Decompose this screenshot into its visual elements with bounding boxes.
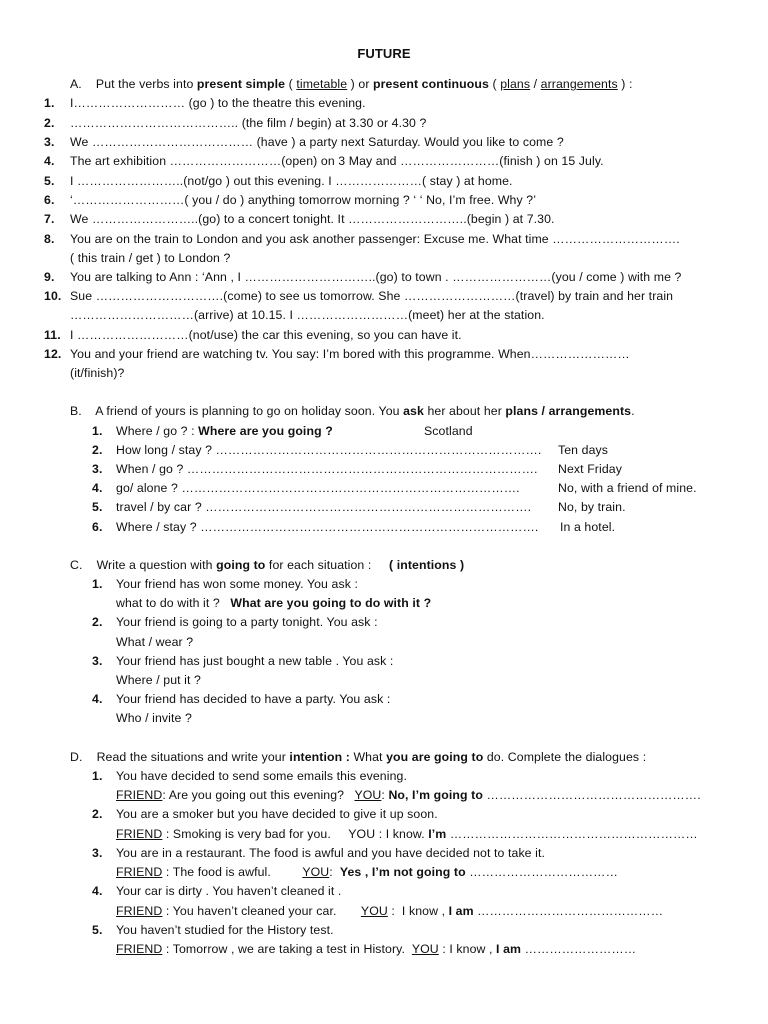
page-title: FUTURE bbox=[357, 46, 411, 61]
instr-text: ( bbox=[285, 77, 297, 91]
item-number: 1. bbox=[92, 769, 103, 783]
item-text: I ………………………(not/use) the car this evening, so you can have it. bbox=[70, 328, 462, 342]
instr-text: do. Complete the dialogues : bbox=[483, 750, 647, 764]
you-line-bold: I’m bbox=[428, 827, 447, 841]
instr-underline: arrangements bbox=[540, 77, 618, 91]
dialogue-line bbox=[116, 863, 618, 882]
instr-bold: going to bbox=[216, 558, 266, 572]
section-a-letter: A. bbox=[70, 77, 82, 91]
instr-text: . bbox=[631, 404, 635, 418]
question-prompt: Where / stay ? ………………………………………………………………………. bbox=[116, 520, 539, 534]
item-number: 3. bbox=[44, 135, 55, 149]
exercise-item bbox=[44, 287, 673, 306]
you-line: : bbox=[329, 865, 340, 879]
instr-bold: present simple bbox=[196, 77, 286, 91]
situation-text: Your friend has won some money. You ask : bbox=[116, 577, 358, 591]
instr-text: ( bbox=[488, 77, 501, 91]
friend-label: FRIEND bbox=[116, 865, 163, 879]
instr-text: / bbox=[530, 77, 541, 91]
dialogue-line bbox=[116, 902, 663, 921]
item-text: You and your friend are watching tv. You say: I’m bored with this programme. When…………………… bbox=[70, 347, 630, 361]
situation-item bbox=[92, 613, 378, 632]
you-line: : I know , bbox=[438, 942, 497, 956]
item-text: …………………………(arrive) at 10.15. I ………………………(meet) her at the station. bbox=[70, 308, 545, 322]
you-line-bold: I am bbox=[496, 942, 522, 956]
section-c-letter: C. bbox=[70, 558, 83, 572]
prompt-text: what to do with it ? bbox=[116, 596, 227, 610]
question-item bbox=[92, 422, 333, 441]
friend-line: : The food is awful. bbox=[162, 865, 303, 879]
answer-blank: …………………………………………………… bbox=[446, 827, 698, 841]
item-text: ………………………………….. (the film / begin) at 3.30 or 4.30 ? bbox=[70, 116, 427, 130]
situation-text: Your car is dirty . You haven’t cleaned it . bbox=[116, 884, 342, 898]
item-text: ( this train / get ) to London ? bbox=[70, 251, 231, 265]
you-label: YOU bbox=[348, 827, 376, 841]
item-number: 6. bbox=[92, 520, 103, 534]
exercise-item bbox=[44, 114, 426, 133]
instr-bold: ( intentions ) bbox=[389, 558, 465, 572]
friend-label: FRIEND bbox=[116, 904, 163, 918]
situation-item bbox=[92, 690, 390, 709]
exercise-item bbox=[44, 268, 681, 287]
question-prompt: Where / go ? : bbox=[116, 424, 199, 438]
you-line: : I know. bbox=[375, 827, 429, 841]
situation-text: You have decided to send some emails this evening. bbox=[116, 769, 407, 783]
item-number: 2. bbox=[92, 443, 103, 457]
question-prompt: go/ alone ? ………………………………………………………………………. bbox=[116, 481, 520, 495]
item-number: 11. bbox=[44, 328, 61, 342]
item-text: ‘………………………( you / do ) anything tomorrow morning ? ‘ ‘ No, I’m free. Why ?’ bbox=[70, 193, 537, 207]
item-text: We ……………………..(go) to a concert tonight. It ………………………..(begin ) at 7.30. bbox=[70, 212, 555, 226]
exercise-item bbox=[44, 210, 555, 229]
answer-text: No, by train. bbox=[558, 500, 626, 514]
item-text: I……………………… (go ) to the theatre this evening. bbox=[70, 96, 366, 110]
prompt-text: Who / invite ? bbox=[116, 711, 192, 725]
item-number: 8. bbox=[44, 232, 55, 246]
instr-text: Read the situations and write your bbox=[96, 750, 290, 764]
prompt-line bbox=[116, 671, 201, 690]
prompt-example: What are you going to do with it ? bbox=[226, 596, 432, 610]
exercise-item bbox=[44, 345, 630, 364]
you-label: YOU bbox=[411, 942, 439, 956]
you-line: : bbox=[381, 788, 389, 802]
item-number: 10. bbox=[44, 289, 62, 303]
item-text: (it/finish)? bbox=[70, 366, 125, 380]
situation-text: You are in a restaurant. The food is awful and you have decided not to take it. bbox=[116, 846, 546, 860]
section-d-instructions bbox=[70, 748, 646, 767]
prompt-line bbox=[116, 594, 431, 613]
friend-label: FRIEND bbox=[116, 942, 163, 956]
item-number: 9. bbox=[44, 270, 55, 284]
item-number: 1. bbox=[44, 96, 55, 110]
situation-text: You haven’t studied for the History test. bbox=[116, 923, 334, 937]
item-number: 12. bbox=[44, 347, 62, 361]
you-label: YOU bbox=[302, 865, 330, 879]
instr-text: What bbox=[349, 750, 387, 764]
prompt-text: What / wear ? bbox=[116, 635, 194, 649]
item-number: 1. bbox=[92, 424, 103, 438]
friend-label: FRIEND bbox=[116, 788, 163, 802]
instr-underline: timetable bbox=[296, 77, 348, 91]
exercise-item bbox=[44, 152, 604, 171]
friend-line: : Smoking is very bad for you. bbox=[162, 827, 349, 841]
instr-text: her about her bbox=[423, 404, 506, 418]
instr-bold: present continuous bbox=[373, 77, 489, 91]
instr-text: ) or bbox=[347, 77, 374, 91]
question-item bbox=[92, 518, 538, 537]
friend-line: : You haven’t cleaned your car. bbox=[162, 904, 361, 918]
situation-item bbox=[92, 844, 545, 863]
dialogue-line bbox=[116, 786, 701, 805]
answer-text: Scotland bbox=[424, 424, 473, 438]
answer-blank: ……………………………… bbox=[465, 865, 618, 879]
item-number: 2. bbox=[92, 615, 103, 629]
exercise-item-continuation bbox=[44, 306, 545, 325]
section-a-instructions bbox=[70, 75, 632, 94]
question-item bbox=[92, 479, 520, 498]
situation-item bbox=[92, 652, 393, 671]
prompt-line bbox=[116, 709, 192, 728]
friend-line: : Are you going out this evening? bbox=[162, 788, 355, 802]
instr-bold: you are going to bbox=[386, 750, 484, 764]
you-label: YOU bbox=[360, 904, 388, 918]
answer-text: Ten days bbox=[558, 443, 609, 457]
you-line-bold: I am bbox=[448, 904, 474, 918]
dialogue-line bbox=[116, 825, 698, 844]
section-b-letter: B. bbox=[70, 404, 82, 418]
exercise-item-continuation bbox=[44, 249, 230, 268]
prompt-text: Where / put it ? bbox=[116, 673, 201, 687]
exercise-item bbox=[44, 326, 462, 345]
prompt-line bbox=[116, 633, 193, 652]
item-number: 2. bbox=[92, 807, 103, 821]
answer-text: Next Friday bbox=[558, 462, 622, 476]
situation-item bbox=[92, 767, 407, 786]
item-number: 6. bbox=[44, 193, 55, 207]
instr-bold: intention : bbox=[289, 750, 350, 764]
answer-blank: ……………………………………………. bbox=[482, 788, 701, 802]
situation-item bbox=[92, 921, 334, 940]
item-text: Sue ………………………….(come) to see us tomorrow. She ………………………(travel) by train and her train bbox=[70, 289, 674, 303]
item-number: 4. bbox=[92, 692, 103, 706]
friend-label: FRIEND bbox=[116, 827, 163, 841]
question-item bbox=[92, 498, 531, 517]
item-number: 5. bbox=[92, 500, 103, 514]
exercise-item bbox=[44, 191, 536, 210]
answer-blank: ……………………… bbox=[521, 942, 637, 956]
question-example: Where are you going ? bbox=[198, 424, 333, 438]
item-number: 1. bbox=[92, 577, 103, 591]
question-prompt: travel / by car ? ……………………………………………………………………. bbox=[116, 500, 532, 514]
item-number: 4. bbox=[92, 884, 103, 898]
friend-line: : Tomorrow , we are taking a test in History. bbox=[162, 942, 412, 956]
exercise-item bbox=[44, 133, 564, 152]
question-prompt: When / go ? …………………………………………………………………………. bbox=[116, 462, 538, 476]
you-line: : I know , bbox=[387, 904, 449, 918]
answer-blank: ……………………………………… bbox=[473, 904, 664, 918]
situation-text: Your friend has decided to have a party. You ask : bbox=[116, 692, 391, 706]
question-item bbox=[92, 460, 538, 479]
item-number: 4. bbox=[92, 481, 103, 495]
item-number: 4. bbox=[44, 154, 55, 168]
situation-item bbox=[92, 805, 438, 824]
instr-text: for each situation : bbox=[265, 558, 389, 572]
question-prompt: How long / stay ? ……………………………………………………………………. bbox=[116, 443, 542, 457]
exercise-item bbox=[44, 230, 680, 249]
instr-underline: plans bbox=[500, 77, 531, 91]
item-text: I ……………………..(not/go ) out this evening. I …………………( stay ) at home. bbox=[70, 174, 513, 188]
item-text: You are talking to Ann : ‘Ann , I …………………………..(go) to town . ……………………(you / come ) with me ? bbox=[70, 270, 682, 284]
item-number: 5. bbox=[44, 174, 55, 188]
exercise-item bbox=[44, 94, 366, 113]
item-text: We ………………………………… (have ) a party next Saturday. Would you like to come ? bbox=[70, 135, 564, 149]
item-number: 2. bbox=[44, 116, 55, 130]
instr-bold: plans / arrangements bbox=[505, 404, 632, 418]
exercise-item-continuation bbox=[44, 364, 125, 383]
instr-text: A friend of yours is planning to go on holiday soon. You bbox=[95, 404, 404, 418]
section-c-instructions bbox=[70, 556, 464, 575]
instr-text: ) : bbox=[617, 77, 633, 91]
item-text: The art exhibition ………………………(open) on 3 May and ……………………(finish ) on 15 July. bbox=[70, 154, 604, 168]
answer-text: No, with a friend of mine. bbox=[558, 481, 697, 495]
item-number: 3. bbox=[92, 654, 103, 668]
item-number: 3. bbox=[92, 462, 103, 476]
section-d-letter: D. bbox=[70, 750, 83, 764]
instr-text: Put the verbs into bbox=[95, 77, 197, 91]
item-number: 7. bbox=[44, 212, 55, 226]
item-number: 5. bbox=[92, 923, 103, 937]
answer-text: In a hotel. bbox=[560, 520, 616, 534]
item-number: 3. bbox=[92, 846, 103, 860]
situation-item bbox=[92, 882, 341, 901]
question-item bbox=[92, 441, 541, 460]
situation-text: You are a smoker but you have decided to give it up soon. bbox=[116, 807, 438, 821]
exercise-item bbox=[44, 172, 513, 191]
instr-text: Write a question with bbox=[96, 558, 217, 572]
situation-item bbox=[92, 575, 358, 594]
situation-text: Your friend has just bought a new table . You ask : bbox=[116, 654, 394, 668]
item-text: You are on the train to London and you ask another passenger: Excuse me. What time …………………………. bbox=[70, 232, 680, 246]
you-line-bold: Yes , I’m not going to bbox=[339, 865, 466, 879]
you-label: YOU bbox=[354, 788, 382, 802]
you-line-bold: No, I’m going to bbox=[388, 788, 483, 802]
situation-text: Your friend is going to a party tonight. You ask : bbox=[116, 615, 378, 629]
section-b-instructions bbox=[70, 402, 635, 421]
instr-bold: ask bbox=[403, 404, 424, 418]
dialogue-line bbox=[116, 940, 636, 959]
